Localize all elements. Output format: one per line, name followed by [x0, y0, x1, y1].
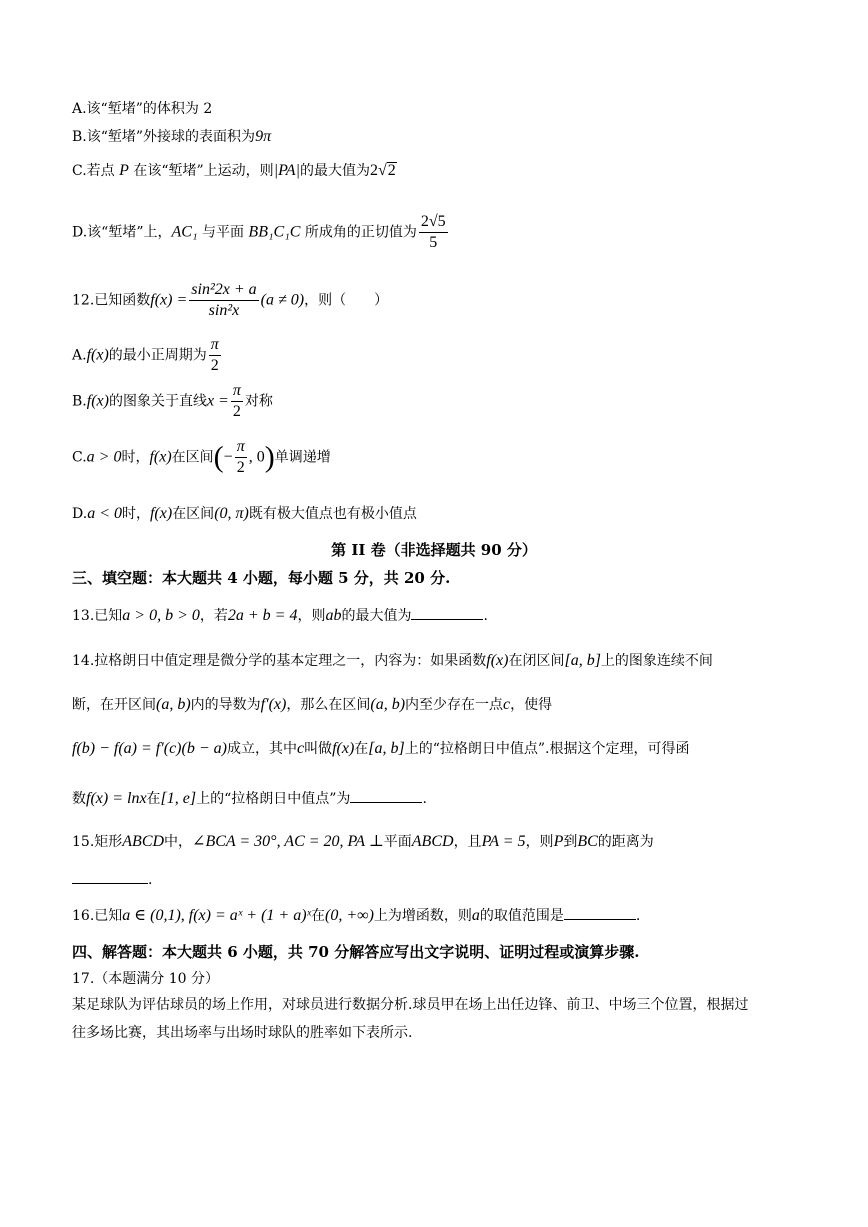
q11-option-c-point: P [119, 162, 129, 179]
q15-plane: ABCD [411, 833, 454, 850]
fraction-numerator: π [235, 437, 247, 458]
q12-stem-end: ，则（ ） [304, 292, 389, 309]
q12-option-b [72, 381, 273, 422]
q14-l2-end: ，使得 [510, 697, 553, 713]
q14-l3-end: 上的“拉格朗日中值点”.根据这个定理，可得函 [404, 741, 690, 757]
q13-period: . [483, 608, 488, 624]
q11-option-b-text: B.该“堑堵”外接球的表面积为 [72, 129, 256, 145]
q12-option-b-function: f(x) [86, 392, 109, 410]
q12-option-b-text: 的图象关于直线 [108, 393, 207, 410]
q12-option-d-end: 既有极大值点也有极小值点 [248, 506, 417, 522]
q14-l3-mid2: 叫做 [304, 741, 333, 757]
q16-text: 16.已知 [72, 908, 123, 924]
q14-l3-interval: [a, b] [368, 740, 405, 757]
q13-text: 13.已知 [72, 608, 123, 624]
q15-answer-blank[interactable] [72, 869, 148, 884]
q13-equation: 2a + b = 4 [227, 607, 298, 624]
q11-option-b [72, 128, 271, 146]
left-paren: ( [213, 440, 224, 474]
q14-l1-mid: 在闭区间 [508, 653, 565, 669]
q13-mid: ，若 [199, 608, 228, 624]
q17-header: 17.（本题满分 10 分） [72, 971, 219, 987]
q12-option-a-fraction [209, 335, 221, 376]
q11-option-d-line: AC₁ [171, 223, 198, 241]
q12-option-d-interval: (0, π) [214, 505, 249, 522]
q12-stem-function: f(x) = [150, 291, 188, 309]
q15-mid2: 平面 [383, 834, 412, 850]
q11-option-d-mid2: 所成角的正切值为 [304, 224, 417, 241]
q12-option-d-text2: 在区间 [172, 506, 215, 522]
q14-l1-function: f(x) [486, 652, 509, 669]
q15-text: 15.矩形 [72, 834, 123, 850]
q14-l3-function: f(x) [332, 740, 355, 757]
q17-line1: 某足球队为评估球员的场上作用，对球员进行数据分析.球员甲在场上出任边锋、前卫、中场三个位置，根据过 [72, 997, 749, 1013]
q11-option-d-plane: BB₁C₁C [248, 223, 301, 241]
q16-interval: (0, +∞) [325, 907, 374, 924]
fraction-numerator: sin²2x + a [189, 280, 258, 301]
q12-option-d-label: D. [72, 506, 88, 522]
q13-product: ab [325, 607, 342, 624]
q12-option-d-function: f(x) [149, 505, 173, 522]
fraction-denominator: 5 [429, 234, 438, 251]
q15-line2 [72, 869, 152, 889]
q12-option-a-function: f(x) [86, 346, 109, 364]
q14-line4 [72, 788, 427, 808]
q12-option-d-condition: a < 0 [87, 505, 122, 522]
q14-l2-point: c [503, 696, 511, 713]
q11-option-d-text: D.该“堑堵”上， [72, 224, 172, 241]
q11-option-c [72, 162, 397, 180]
q14-l4-interval: [1, e] [160, 790, 197, 807]
q14-line1 [72, 652, 713, 670]
q12-stem-text: 12.已知函数 [72, 292, 151, 309]
q14-l4-mid: 在 [146, 791, 161, 807]
q12-option-d [72, 505, 417, 523]
q13-answer-blank[interactable] [411, 605, 483, 620]
q12-option-a-label: A. [72, 347, 87, 364]
q14-l3-equation: f(b) − f(a) = f′(c)(b − a) [72, 740, 227, 757]
q16-mid2: 上为增函数，则 [373, 908, 472, 924]
q14-l3-mid3: 在 [354, 741, 369, 757]
q15-line1 [72, 833, 654, 851]
q15-end: 的距离为 [597, 834, 654, 850]
fraction-denominator: 2 [236, 459, 245, 476]
q16 [72, 905, 640, 925]
q13-mid2: ，则 [297, 608, 326, 624]
q11-option-a [72, 100, 212, 118]
fraction-numerator: π [209, 335, 221, 356]
q11-option-c-mid2: 的最大值为 [299, 163, 370, 179]
q14-l3-mid: 成立，其中 [226, 741, 297, 757]
q15-rect: ABCD [122, 833, 165, 850]
right-paren: ) [264, 440, 275, 474]
fraction-denominator: 2 [232, 403, 241, 420]
q14-l4-equation: f(x) = lnx [86, 790, 147, 807]
q12-option-c-label: C. [72, 449, 87, 466]
q12-option-c-zero: , 0 [248, 448, 265, 466]
q14-l2-text: 断，在开区间 [72, 697, 156, 713]
q12-stem-fraction [189, 280, 258, 321]
q11-option-c-abs: |PA| [273, 162, 300, 179]
q11-option-a-text: A.该“堑堵”的体积为 2 [72, 101, 213, 117]
q14-l2-mid2: ，那么在区间 [286, 697, 371, 713]
q14-line2 [72, 696, 552, 714]
q14-period: . [422, 791, 427, 807]
q15-mid4: ，则 [525, 834, 554, 850]
q12-stem-condition: (a ≠ 0) [260, 291, 305, 309]
q14-l1-text: 14.拉格朗日中值定理是微分学的基本定理之一，内容为：如果函数 [72, 653, 487, 669]
q14-l2-derivative: f′(x) [260, 696, 287, 713]
q12-option-c-text2: 在区间 [171, 449, 214, 466]
q15-period: . [148, 872, 153, 888]
q11-option-c-text: C.若点 [72, 163, 115, 179]
q15-pa: PA = 5 [481, 833, 526, 850]
q14-line3 [72, 740, 689, 758]
section4-title: 四、解答题：本大题共 6 小题，共 70 分解答应写出文字说明、证明过程或演算步骤. [72, 943, 640, 961]
q11-option-c-mid: 在该“堑堵”上运动，则 [133, 163, 274, 179]
fraction-denominator: sin²x [208, 302, 240, 319]
q16-condition: a ∈ (0,1), f(x) = aˣ + (1 + a)ˣ [122, 907, 312, 924]
fraction-denominator: 2 [210, 357, 219, 374]
q13 [72, 605, 488, 625]
q14-l2-interval2: (a, b) [370, 696, 406, 713]
q11-option-d [72, 212, 450, 253]
q11-option-b-math: 9π [255, 128, 272, 145]
q12-option-c-text: 时， [121, 449, 150, 466]
q14-l4-end: 上的“拉格朗日中值点”为 [196, 791, 351, 807]
q12-option-b-fraction [231, 381, 243, 422]
q16-variable: a [471, 907, 480, 924]
q15-mid: 中， [164, 834, 193, 850]
q12-option-a [72, 335, 223, 376]
q14-answer-blank[interactable] [350, 788, 422, 803]
q14-l1-end: 上的图象连续不间 [600, 653, 713, 669]
q11-option-c-coef: 2 [369, 162, 378, 179]
q15-conditions: ∠BCA = 30°, AC = 20, PA ⊥ [192, 833, 384, 850]
q13-condition: a > 0, b > 0 [122, 607, 200, 624]
sqrt-symbol: √ [377, 162, 387, 179]
q12-option-b-label: B. [72, 393, 87, 410]
q14-l2-interval: (a, b) [156, 696, 191, 713]
q16-answer-blank[interactable] [564, 905, 636, 920]
q13-end: 的最大值为 [341, 608, 412, 624]
q15-mid3: ，且 [453, 834, 482, 850]
q11-option-d-fraction [419, 212, 448, 253]
q12-option-b-end: 对称 [244, 393, 273, 410]
q15-line: BC [577, 833, 598, 850]
q16-mid: 在 [311, 908, 326, 924]
q12-option-c-end: 单调递增 [274, 449, 331, 466]
q14-l3-point: c [296, 740, 305, 757]
q14-l4-text: 数 [72, 791, 86, 807]
section3-title: 三、填空题：本大题共 4 小题，每小题 5 分，共 20 分. [72, 569, 451, 587]
q11-option-d-mid: 与平面 [201, 224, 244, 241]
fraction-numerator: 2√5 [419, 212, 448, 233]
q15-point: P [553, 833, 564, 850]
q16-period: . [635, 908, 641, 924]
q14-l1-interval: [a, b] [564, 652, 601, 669]
q11-option-c-radicand: 2 [387, 162, 396, 179]
q15-mid5: 到 [563, 834, 578, 850]
q16-end: 的取值范围是 [479, 908, 564, 924]
q12-option-d-text: 时， [121, 506, 150, 522]
fraction-numerator: π [231, 381, 243, 402]
q12-option-c [72, 437, 331, 478]
q12-option-c-condition: a > 0 [86, 448, 122, 466]
q12-option-c-function: f(x) [149, 448, 172, 466]
q12-option-c-fraction [235, 437, 247, 478]
part2-title: 第 II 卷（非选择题共 90 分） [331, 541, 537, 559]
q12-option-a-text: 的最小正周期为 [108, 347, 207, 364]
q14-l2-mid3: 内至少存在一点 [405, 697, 504, 713]
q12-stem [72, 280, 388, 321]
q14-l2-mid: 内的导数为 [190, 697, 261, 713]
q17-line2: 往多场比赛，其出场率与出场时球队的胜率如下表所示. [72, 1025, 413, 1041]
q12-option-b-eq: x = [206, 392, 229, 410]
minus-sign: − [223, 448, 233, 466]
